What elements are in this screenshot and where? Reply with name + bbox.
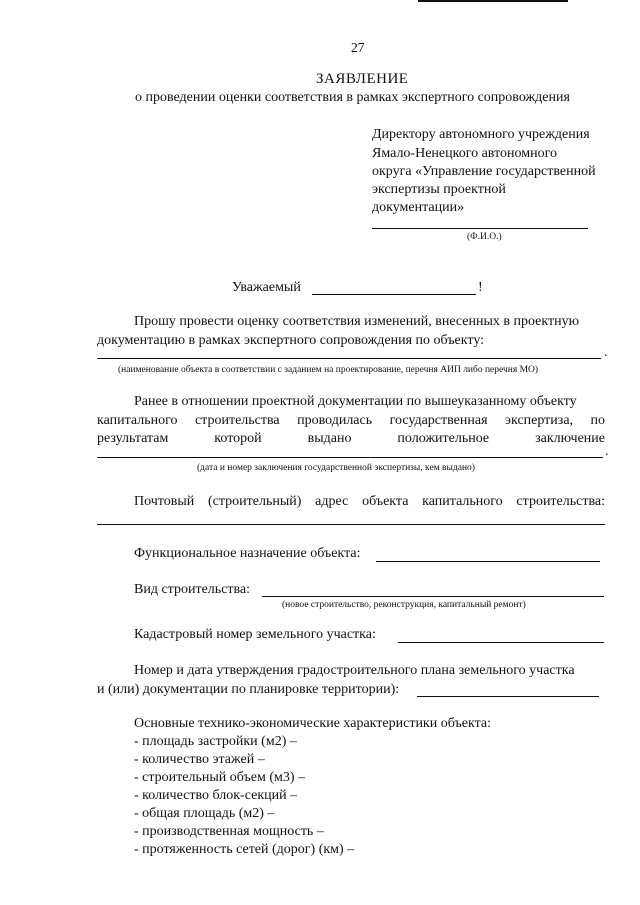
postal-address-label: Почтовый (строительный) адрес объекта капитального строительства: — [134, 494, 605, 509]
page-number: 27 — [351, 40, 365, 55]
greeting-prefix: Уважаемый — [232, 280, 301, 295]
para2-line1: Ранее в отношении проектной документации по вышеуказанному объекту — [134, 394, 577, 409]
para1-line2: документацию в рамках экспертного сопровождения по объекту: — [97, 333, 485, 348]
characteristics-item: - количество этажей – — [134, 752, 265, 767]
characteristics-heading: Основные технико-экономические характеристики объекта: — [134, 716, 491, 731]
characteristics-item: - протяженность сетей (дорог) (км) – — [134, 842, 355, 857]
addressee-line: округа «Управление государственной — [372, 164, 596, 179]
purpose-blank[interactable] — [376, 561, 600, 562]
addressee-line: Директору автономного учреждения — [372, 127, 590, 142]
addressee-line: документации» — [372, 200, 465, 215]
gpzu-blank[interactable] — [417, 696, 599, 697]
cadastral-label: Кадастровый номер земельного участка: — [134, 627, 376, 642]
addressee-line: экспертизы проектной — [372, 182, 506, 197]
construction-type-blank[interactable] — [262, 596, 604, 597]
gpzu-line2: и (или) документации по планировке территории): — [97, 682, 400, 697]
page-subtitle: о проведении оценки соответствия в рамках экспертного сопровождения — [135, 90, 570, 105]
characteristics-item: - количество блок-секций – — [134, 788, 298, 803]
cadastral-blank[interactable] — [398, 642, 604, 643]
fio-caption: (Ф.И.О.) — [467, 232, 502, 242]
characteristics-item: - общая площадь (м2) – — [134, 806, 275, 821]
para1-end-dot: . — [604, 345, 608, 360]
para2-line2: капитального строительства проводилась государственная экспертиза, по — [97, 413, 605, 428]
para2-line3: результатам которой выдано положительное заключение — [97, 431, 605, 446]
object-name-blank[interactable] — [97, 358, 601, 359]
addressee-line: Ямало-Ненецкого автономного — [372, 146, 557, 161]
postal-address-blank[interactable] — [97, 524, 605, 525]
construction-type-label: Вид строительства: — [134, 582, 251, 597]
top-edge-rule — [418, 0, 568, 2]
purpose-label: Функциональное назначение объекта: — [134, 546, 361, 561]
greeting-name-blank[interactable] — [312, 294, 476, 295]
para2-end-dot: . — [605, 444, 609, 459]
construction-type-caption: (новое строительство, реконструкция, капитальный ремонт) — [282, 600, 526, 610]
gpzu-line1: Номер и дата утверждения градостроительного плана земельного участка — [134, 663, 575, 678]
para1-line1: Прошу провести оценку соответствия изменений, внесенных в проектную — [134, 314, 580, 329]
object-name-caption: (наименование объекта в соответствии с заданием на проектирование, перечня АИП либо перечня МО) — [118, 365, 539, 375]
characteristics-item: - строительный объем (м3) – — [134, 770, 306, 785]
fio-blank-line[interactable] — [372, 228, 588, 229]
conclusion-blank[interactable] — [97, 457, 603, 458]
characteristics-item: - производственная мощность – — [134, 824, 324, 839]
conclusion-caption: (дата и номер заключения государственной экспертизы, кем выдано) — [197, 463, 475, 473]
characteristics-item: - площадь застройки (м2) – — [134, 734, 297, 749]
greeting-suffix: ! — [478, 280, 483, 295]
page-title: ЗАЯВЛЕНИЕ — [316, 71, 409, 87]
